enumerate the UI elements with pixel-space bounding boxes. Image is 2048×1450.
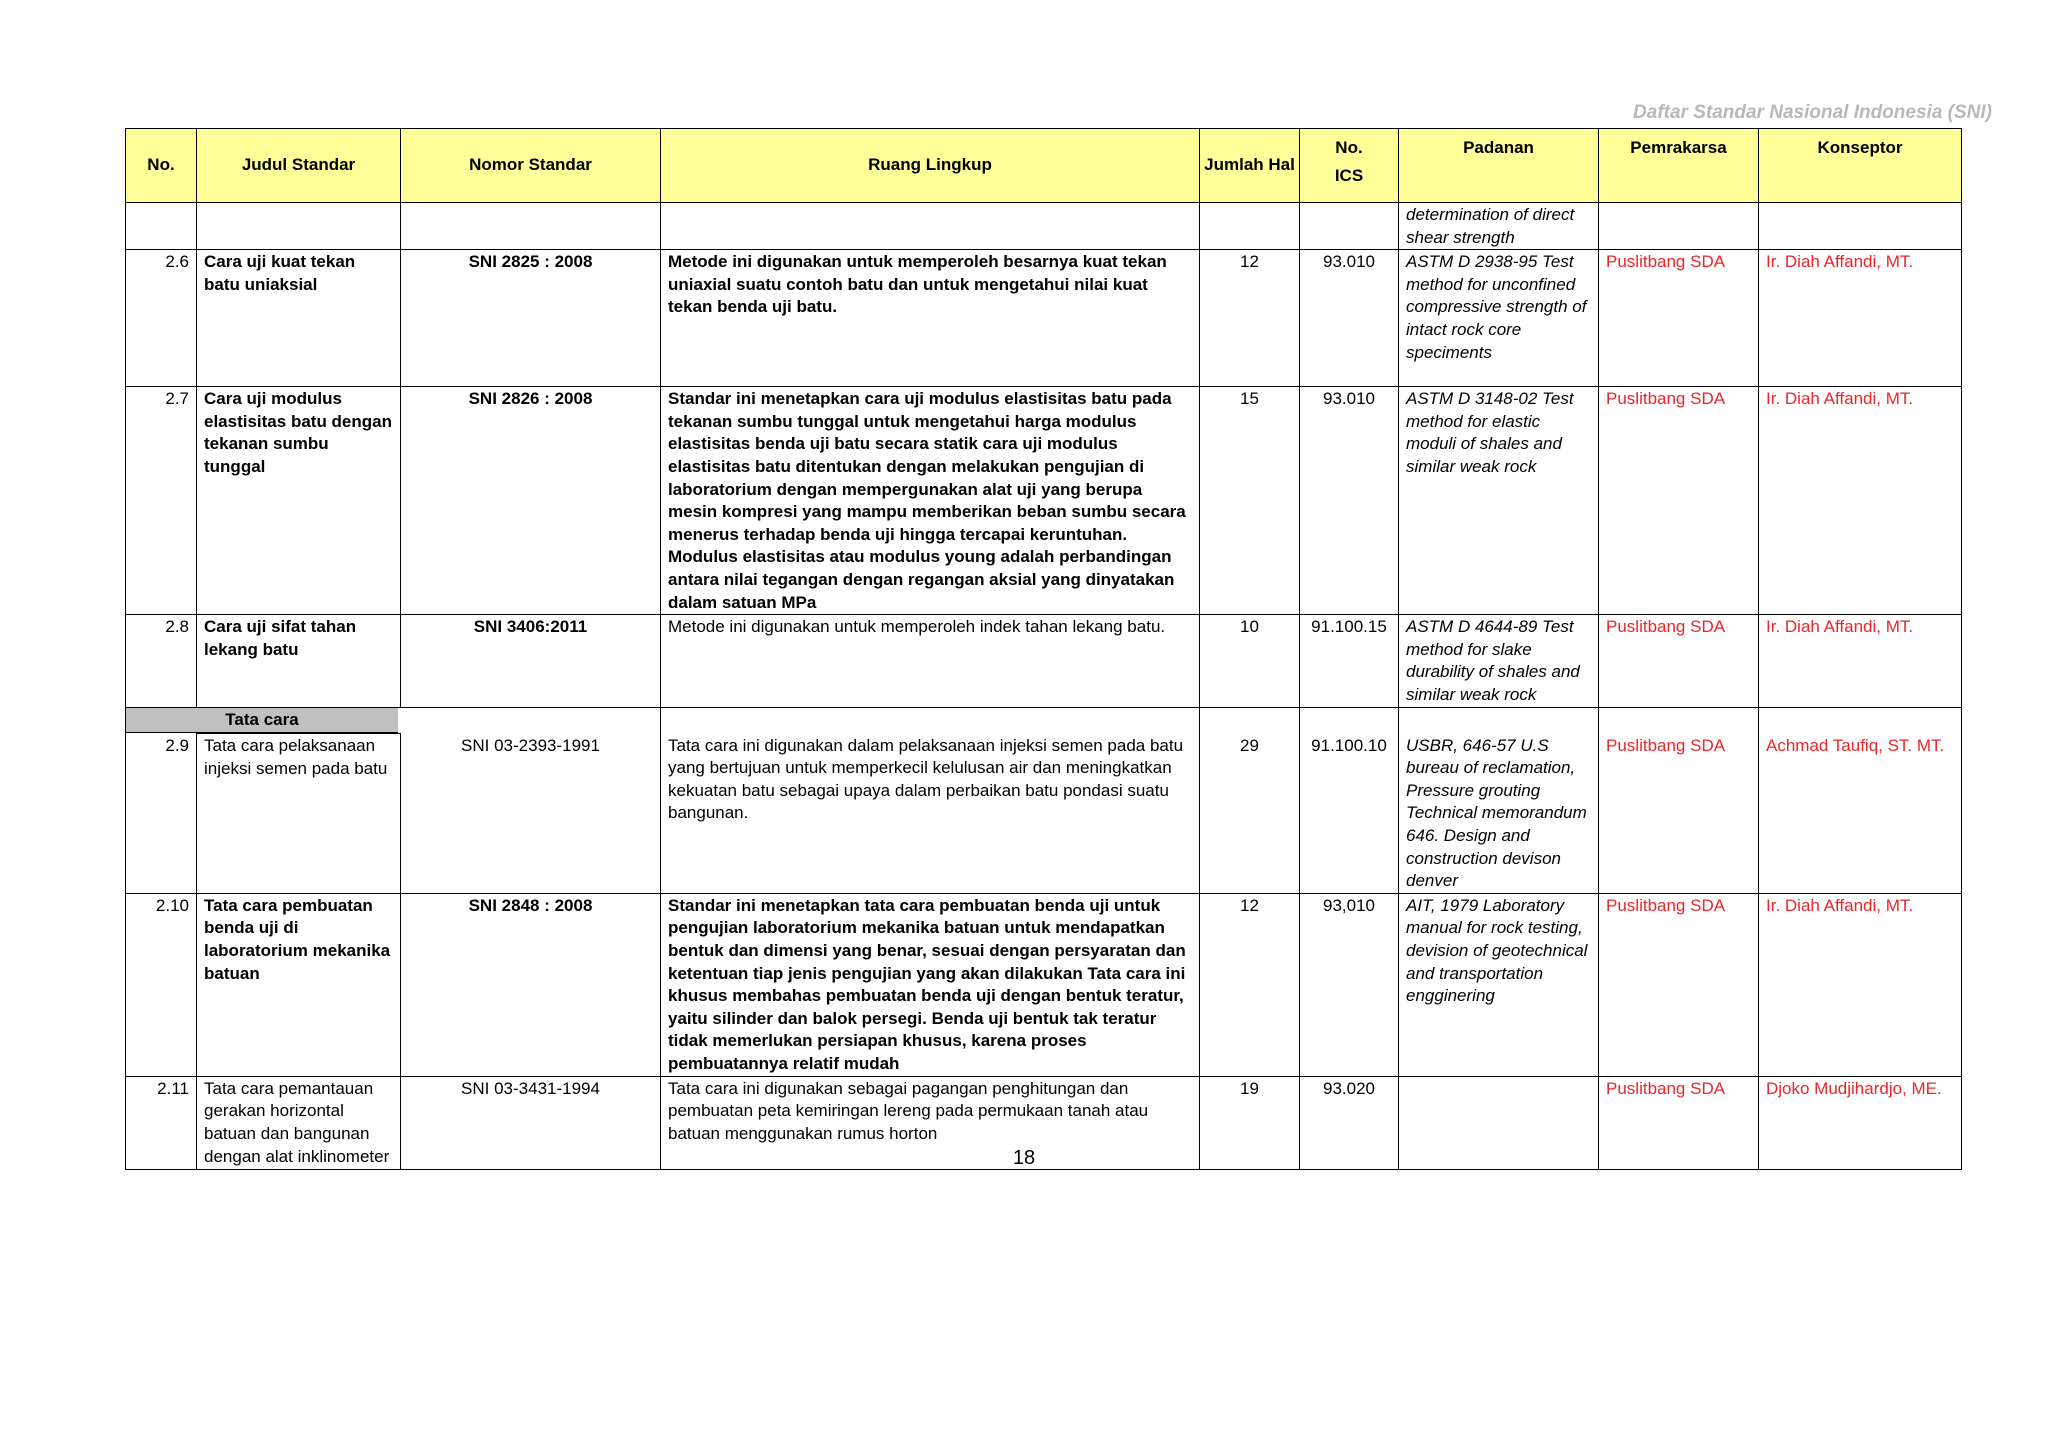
row-number: 2.11	[126, 1076, 197, 1169]
nomor-standar-cell: SNI 03-2393-1991	[401, 734, 661, 894]
konseptor-cell: Achmad Taufiq, ST. MT.	[1759, 734, 1962, 894]
section-label: Tata cara	[126, 708, 398, 733]
jumlah-hal-cell: 29	[1200, 734, 1300, 894]
konseptor-cell: Ir. Diah Affandi, MT.	[1759, 615, 1962, 708]
ics-cell: 93.020	[1300, 1076, 1399, 1169]
jumlah-hal-cell: 10	[1200, 615, 1300, 708]
nomor-standar-cell: SNI 2848 : 2008	[401, 893, 661, 1076]
table-row	[126, 250, 1962, 387]
ruang-lingkup-cell: Standar ini menetapkan tata cara pembuatan benda uji untuk pengujian laboratorium mekanika batuan untuk mendapatkan bentuk dan dimensi yang benar, sesuai dengan persyaratan dan ketentuan tiap jenis pengujian yang akan dilakukan Tata cara ini khusus membahas pembuatan benda uji dengan bentuk teratur, yaitu silinder dan balok persegi. Benda uji bentuk tak teratur tidak memerlukan persiapan khusus, karena proses pembuatannya relatif mudah	[661, 893, 1200, 1076]
row-number: 2.7	[126, 387, 197, 615]
row-number: 2.6	[126, 250, 197, 387]
row-number: 2.10	[126, 893, 197, 1076]
padanan-cell: ASTM D 4644-89 Test method for slake durability of shales and similar weak rock	[1399, 615, 1599, 708]
judul-cell: Tata cara pembuatan benda uji di laboratorium mekanika batuan	[197, 893, 401, 1076]
header-no-ics-line1: No.	[1335, 138, 1363, 157]
padanan-cell: ASTM D 3148-02 Test method for elastic moduli of shales and similar weak rock	[1399, 387, 1599, 615]
padanan-cell: USBR, 646-57 U.S bureau of reclamation, Pressure grouting Technical memorandum 646. Design and construction devison denver	[1399, 734, 1599, 894]
header-konseptor: Konseptor	[1759, 129, 1962, 203]
header-no-ics	[1300, 129, 1399, 203]
ics-cell: 91.100.15	[1300, 615, 1399, 708]
ics-cell: 93,010	[1300, 893, 1399, 1076]
table-row	[126, 615, 1962, 708]
konseptor-cell: Ir. Diah Affandi, MT.	[1759, 893, 1962, 1076]
judul-cell: Cara uji sifat tahan lekang batu	[197, 615, 401, 708]
ruang-lingkup-cell: Metode ini digunakan untuk memperoleh indek tahan lekang batu.	[661, 615, 1200, 708]
header-no-ics-line2: ICS	[1334, 165, 1364, 185]
jumlah-hal-cell: 12	[1200, 893, 1300, 1076]
konseptor-cell: Ir. Diah Affandi, MT.	[1759, 250, 1962, 387]
section-row	[126, 708, 1962, 734]
konseptor-cell: Djoko Mudjihardjo, ME.	[1759, 1076, 1962, 1169]
row-number: 2.9	[126, 734, 197, 894]
table-row-continuation	[126, 203, 1962, 250]
ics-cell: 93.010	[1300, 387, 1399, 615]
judul-cell: Tata cara pelaksanaan injeksi semen pada batu	[197, 734, 401, 894]
pemrakarsa-cell: Puslitbang SDA	[1599, 250, 1759, 387]
jumlah-hal-cell: 19	[1200, 1076, 1300, 1169]
table-row	[126, 387, 1962, 615]
padanan-cell: determination of direct shear strength	[1399, 203, 1599, 250]
padanan-cell: ASTM D 2938-95 Test method for unconfined compressive strength of intact rock core speciments	[1399, 250, 1599, 387]
pemrakarsa-cell: Puslitbang SDA	[1599, 1076, 1759, 1169]
header-padanan: Padanan	[1399, 129, 1599, 203]
pemrakarsa-cell: Puslitbang SDA	[1599, 615, 1759, 708]
header-nomor-standar: Nomor Standar	[401, 129, 661, 203]
row-number: 2.8	[126, 615, 197, 708]
nomor-standar-cell: SNI 2826 : 2008	[401, 387, 661, 615]
sni-standards-table	[125, 128, 1962, 1170]
nomor-standar-cell: SNI 2825 : 2008	[401, 250, 661, 387]
ics-cell: 91.100.10	[1300, 734, 1399, 894]
judul-cell: Cara uji modulus elastisitas batu dengan tekanan sumbu tunggal	[197, 387, 401, 615]
header-pemrakarsa: Pemrakarsa	[1599, 129, 1759, 203]
pemrakarsa-cell: Puslitbang SDA	[1599, 387, 1759, 615]
table-header-row	[126, 129, 1962, 203]
nomor-standar-cell: SNI 03-3431-1994	[401, 1076, 661, 1169]
judul-cell: Cara uji kuat tekan batu uniaksial	[197, 250, 401, 387]
judul-cell: Tata cara pemantauan gerakan horizontal batuan dan bangunan dengan alat inklinometer	[197, 1076, 401, 1169]
padanan-cell: AIT, 1979 Laboratory manual for rock testing, devision of geotechnical and transportation engginering	[1399, 893, 1599, 1076]
table-row	[126, 893, 1962, 1076]
ruang-lingkup-cell: Tata cara ini digunakan sebagai pagangan penghitungan dan pembuatan peta kemiringan lereng pada permukaan tanah atau batuan menggunakan rumus horton	[661, 1076, 1200, 1169]
ruang-lingkup-cell: Standar ini menetapkan cara uji modulus elastisitas batu pada tekanan sumbu tunggal untuk mengetahui harga modulus elastisitas benda uji batu secara statik cara uji modulus elastisitas batu ditentukan dengan melakukan pengujian di laboratorium dengan mempergunakan alat uji yang berupa mesin kompresi yang mampu memberikan beban sumbu secara menerus terhadap benda uji hingga tercapai keruntuhan. Modulus elastisitas atau modulus young adalah perbandingan antara nilai tegangan dengan regangan aksial yang dinyatakan dalam satuan MPa	[661, 387, 1200, 615]
ruang-lingkup-cell: Metode ini digunakan untuk memperoleh besarnya kuat tekan uniaxial suatu contoh batu dan untuk mengetahui nilai kuat tekan benda uji batu.	[661, 250, 1200, 387]
pemrakarsa-cell: Puslitbang SDA	[1599, 734, 1759, 894]
pemrakarsa-cell: Puslitbang SDA	[1599, 893, 1759, 1076]
header-ruang-lingkup: Ruang Lingkup	[661, 129, 1200, 203]
ruang-lingkup-cell: Tata cara ini digunakan dalam pelaksanaan injeksi semen pada batu yang bertujuan untuk memperkecil kelulusan air dan meningkatkan kekuatan batu sebagai upaya dalam perbaikan batu pondasi suatu bangunan.	[661, 734, 1200, 894]
document-header-title: Daftar Standar Nasional Indonesia (SNI)	[1633, 102, 1992, 123]
page-number: 18	[1012, 1147, 1036, 1169]
table-row	[126, 734, 1962, 894]
header-jumlah-hal: Jumlah Hal	[1200, 129, 1300, 203]
jumlah-hal-cell: 15	[1200, 387, 1300, 615]
ics-cell: 93.010	[1300, 250, 1399, 387]
header-judul-standar: Judul Standar	[197, 129, 401, 203]
konseptor-cell: Ir. Diah Affandi, MT.	[1759, 387, 1962, 615]
header-no: No.	[126, 129, 197, 203]
jumlah-hal-cell: 12	[1200, 250, 1300, 387]
nomor-standar-cell: SNI 3406:2011	[401, 615, 661, 708]
